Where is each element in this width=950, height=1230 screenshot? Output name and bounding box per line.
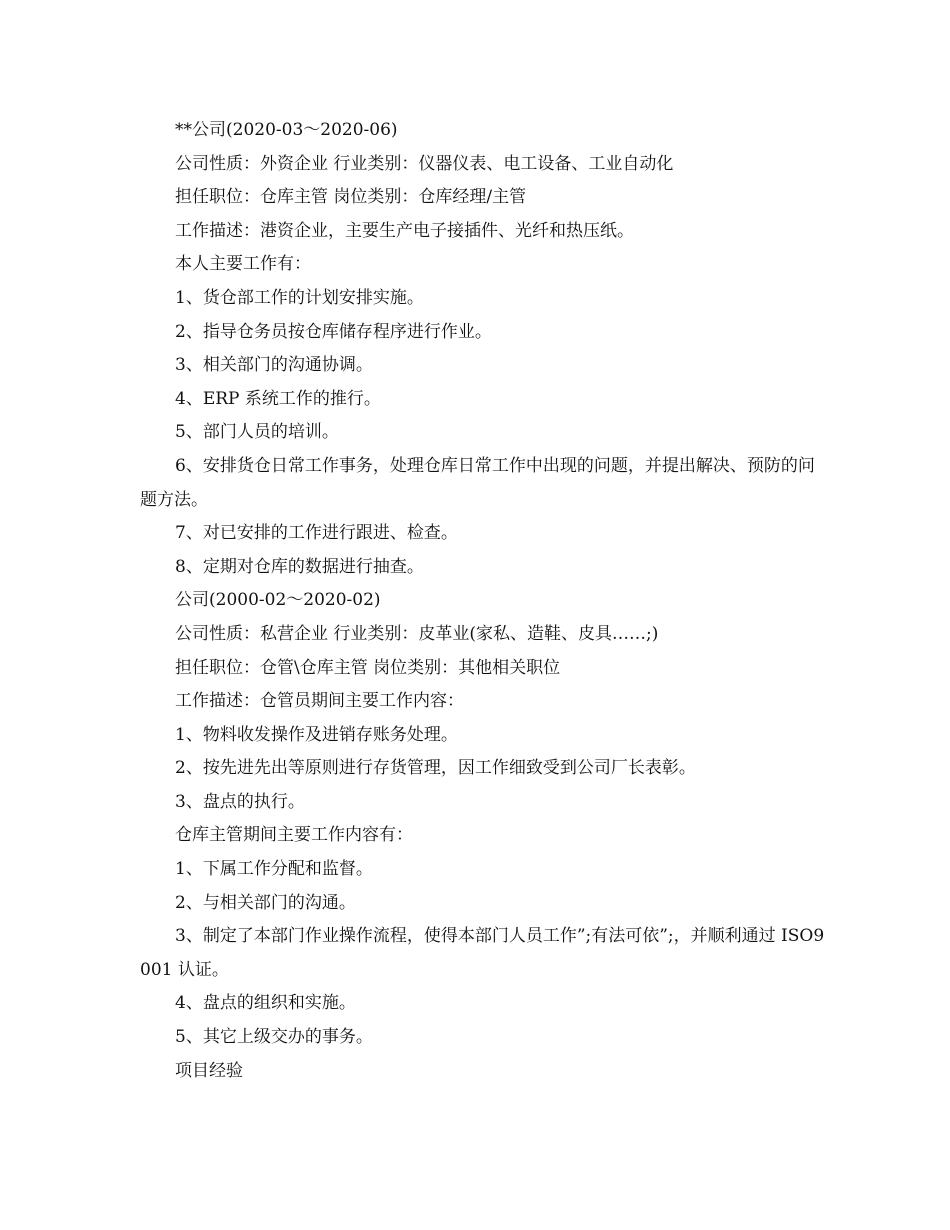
company-nature-1: 公司性质：外资企业 行业类别：仪器仪表、电工设备、工业自动化 xyxy=(175,153,674,174)
duty-item: 4、ERP 系统工作的推行。 xyxy=(175,388,381,409)
duty-item: 8、定期对仓库的数据进行抽查。 xyxy=(175,556,424,577)
position-1: 担任职位：仓库主管 岗位类别：仓库经理/主管 xyxy=(175,187,527,208)
job-description-2: 工作描述：仓管员期间主要工作内容： xyxy=(175,691,464,712)
job-description-1: 工作描述：港资企业，主要生产电子接插件、光纤和热压纸。 xyxy=(175,220,634,241)
position-2: 担任职位：仓管\仓库主管 岗位类别：其他相关职位 xyxy=(175,657,561,678)
duty-item: 2、按先进先出等原则进行存货管理，因工作细致受到公司厂长表彰。 xyxy=(175,758,696,779)
duty-item: 6、安排货仓日常工作事务，处理仓库日常工作中出现的问题，并提出解决、预防的问题方法。 xyxy=(140,455,815,510)
duty-item: 4、盘点的组织和实施。 xyxy=(175,993,356,1014)
duty-item: 2、与相关部门的沟通。 xyxy=(175,892,356,913)
duty-item: 3、盘点的执行。 xyxy=(175,791,305,812)
duties-intro-1: 本人主要工作有： xyxy=(175,254,311,275)
duty-item: 3、相关部门的沟通协调。 xyxy=(175,355,373,376)
company-nature-2: 公司性质：私营企业 行业类别：皮革业(家私、造鞋、皮具……;) xyxy=(175,623,659,644)
duty-item: 2、指导仓务员按仓库储存程序进行作业。 xyxy=(175,321,492,342)
supervisor-duties-intro: 仓库主管期间主要工作内容有： xyxy=(175,825,413,846)
duty-item: 3、制定了本部门作业操作流程，使得本部门人员工作”;有法可依”;，并顺利通过 ISO9001 认证。 xyxy=(140,926,825,980)
duty-item: 5、部门人员的培训。 xyxy=(175,422,339,443)
duty-item: 1、下属工作分配和监督。 xyxy=(175,859,373,880)
duty-item: 5、其它上级交办的事务。 xyxy=(175,1027,373,1048)
company-heading-1: **公司(2020-03～2020-06) xyxy=(175,120,398,140)
duty-item: 1、物料收发操作及进销存账务处理。 xyxy=(175,724,458,745)
duty-item: 1、货仓部工作的计划安排实施。 xyxy=(175,287,424,308)
duty-item: 7、对已安排的工作进行跟进、检查。 xyxy=(175,523,458,544)
section-heading-project-experience: 项目经验 xyxy=(175,1060,243,1081)
company-heading-2: 公司(2000-02～2020-02) xyxy=(175,590,381,611)
document-body xyxy=(140,114,830,1088)
